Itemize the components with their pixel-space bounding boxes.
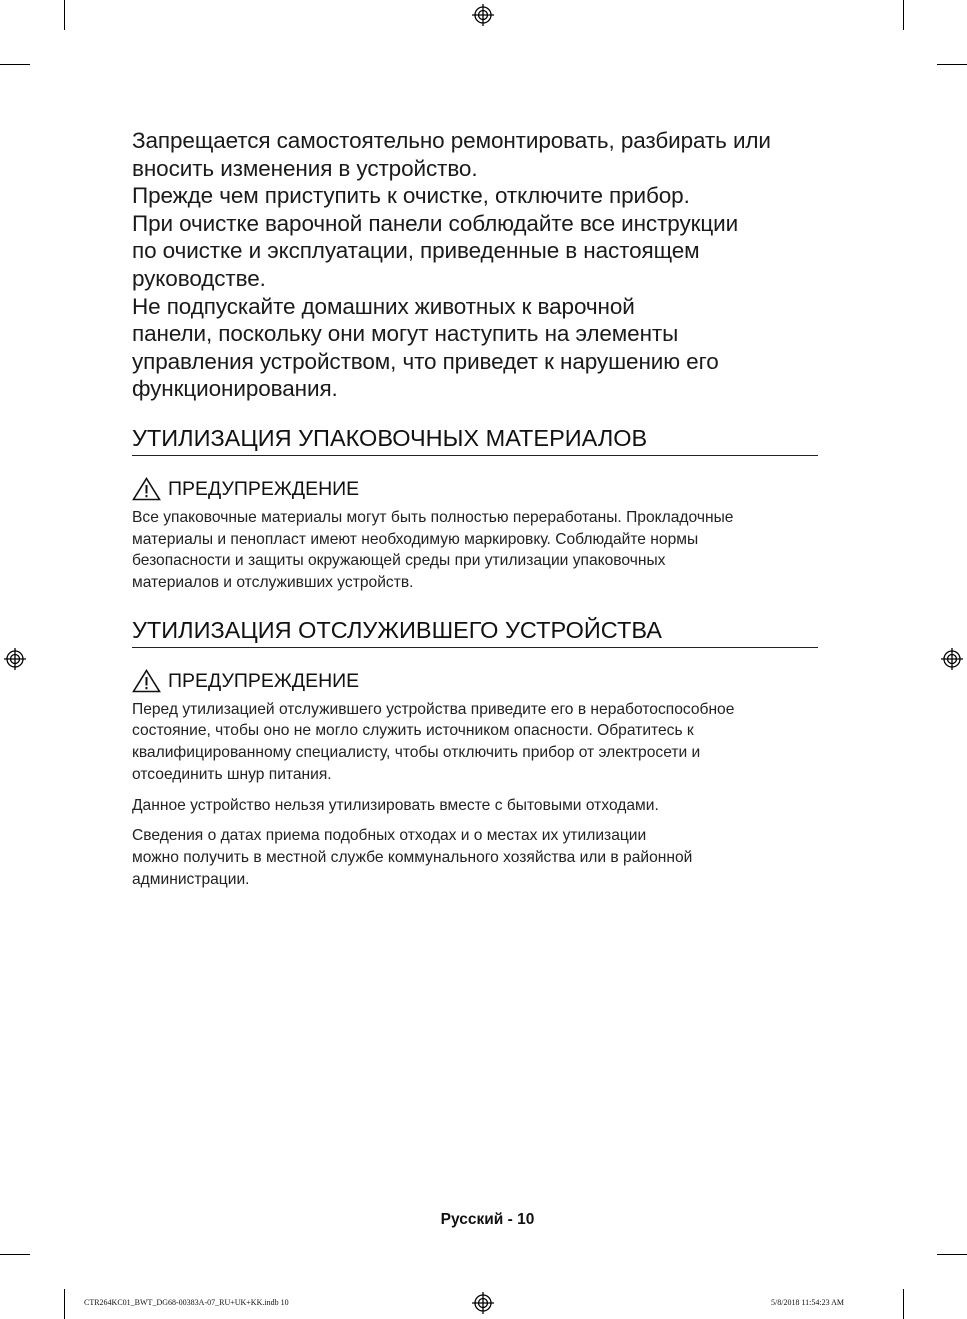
body-line: Сведения о датах приема подобных отходах и о местах их утилизации <box>132 827 647 845</box>
body-line: Данное устройство нельзя утилизировать вместе с бытовыми отходами. <box>132 796 659 814</box>
registration-mark-icon <box>472 1292 494 1314</box>
intro-line: управления устройством, что приведет к нарушению его <box>132 348 719 374</box>
print-slug-file: CTR264KC01_BWT_DG68-00383A-07_RU+UK+KK.indb 10 <box>84 1298 289 1307</box>
intro-line: При очистке варочной панели соблюдайте все инструкции <box>132 210 739 236</box>
body-paragraph <box>132 795 822 817</box>
intro-line: функционирования. <box>132 376 338 402</box>
crop-mark <box>0 1254 30 1255</box>
intro-line: Прежде чем приступить к очистке, отключите прибор. <box>132 183 690 209</box>
body-line: квалифицированному специалисту, чтобы отключить прибор от электросети и <box>132 744 701 762</box>
intro-line: руководстве. <box>132 265 266 291</box>
section-title: УТИЛИЗАЦИЯ ОТСЛУЖИВШЕГО УСТРОЙСТВА <box>132 615 818 648</box>
crop-mark <box>937 1254 967 1255</box>
crop-mark <box>0 64 30 65</box>
intro-line: панели, поскольку они могут наступить на элементы <box>132 321 679 347</box>
intro-line: вносить изменения в устройство. <box>132 155 478 181</box>
body-paragraph <box>132 507 822 594</box>
print-slug-date: 5/8/2018 11:54:23 AM <box>771 1298 845 1307</box>
warning-triangle-icon <box>132 477 161 501</box>
page-content <box>132 127 822 899</box>
section-packaging-disposal <box>132 423 822 594</box>
body-line: материалы и пенопласт имеют необходимую маркировку. Соблюдайте нормы <box>132 530 699 548</box>
crop-mark <box>903 0 904 30</box>
registration-mark-icon <box>4 648 26 670</box>
crop-mark <box>64 1289 65 1319</box>
registration-mark-icon <box>472 4 494 26</box>
page-number: Русский - 10 <box>440 1211 535 1228</box>
registration-mark-icon <box>941 648 963 670</box>
body-line: Все упаковочные материалы могут быть полностью переработаны. Прокладочные <box>132 508 734 526</box>
warning-label: ПРЕДУПРЕЖДЕНИЕ <box>168 669 360 692</box>
intro-line: Не подпускайте домашних животных к варочной <box>132 293 635 319</box>
crop-mark <box>903 1289 904 1319</box>
warning-label: ПРЕДУПРЕЖДЕНИЕ <box>168 477 360 500</box>
body-line: состояние, чтобы оно не могло служить источником опасности. Обратитесь к <box>132 722 694 740</box>
intro-block <box>132 127 822 403</box>
body-line: администрации. <box>132 870 250 888</box>
body-line: материалов и отслуживших устройств. <box>132 574 414 592</box>
crop-mark <box>64 0 65 30</box>
body-line: Перед утилизацией отслужившего устройства приведите его в неработоспособное <box>132 700 735 718</box>
body-paragraph <box>132 699 822 786</box>
body-paragraph <box>132 825 822 890</box>
intro-line: по очистке и эксплуатации, приведенные в настоящем <box>132 238 700 264</box>
body-line: можно получить в местной службе коммунального хозяйства или в районной <box>132 848 693 866</box>
body-line: безопасности и защиты окружающей среды при утилизации упаковочных <box>132 552 666 570</box>
warning-triangle-icon <box>132 669 161 693</box>
crop-mark <box>937 64 967 65</box>
warning-heading <box>132 669 822 693</box>
section-device-disposal <box>132 615 822 891</box>
warning-heading <box>132 477 822 501</box>
body-line: отсоединить шнур питания. <box>132 765 332 783</box>
intro-line: Запрещается самостоятельно ремонтировать, разбирать или <box>132 128 771 153</box>
section-title: УТИЛИЗАЦИЯ УПАКОВОЧНЫХ МАТЕРИАЛОВ <box>132 423 818 456</box>
